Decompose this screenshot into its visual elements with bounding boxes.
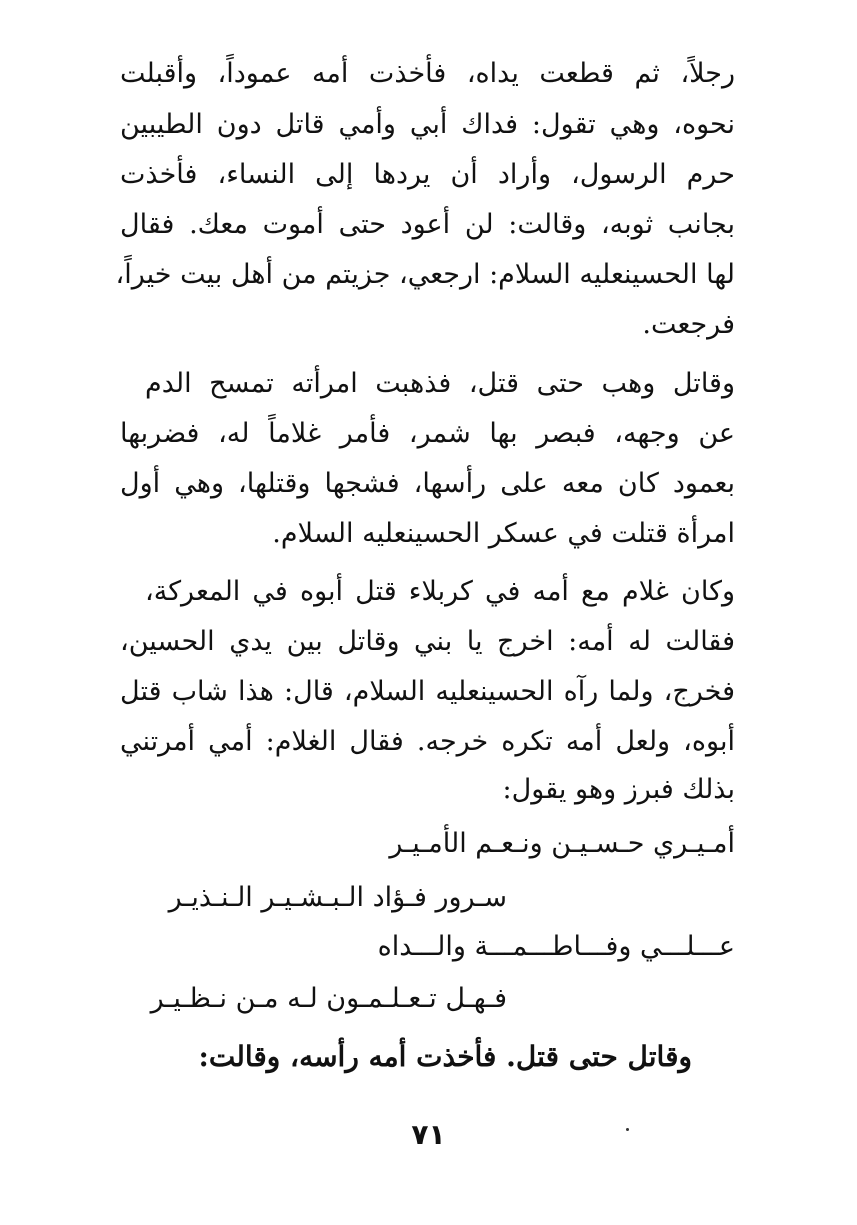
poem-verse-2: سـرور فـؤاد الـبـشـيـر الـنـذيـر xyxy=(168,882,507,913)
paragraph-3-line-2: فقالت له أمه: اخرج يا بني وقاتل بين يدي الحسين، xyxy=(120,626,735,657)
paragraph-2-line-1: وقاتل وهب حتى قتل، فذهبت امرأته تمسح الدم xyxy=(145,368,735,399)
page-number: ٧١ xyxy=(411,1118,446,1151)
paragraph-2-line-2: عن وجهه، فبصر بها شمر، فأمر غلاماً له، فضربها xyxy=(120,418,735,449)
speck-mark xyxy=(626,1128,629,1131)
paragraph-1-line-3: حرم الرسول، وأراد أن يردها إلى النساء، فأخذت xyxy=(120,159,735,190)
closing-line: وقاتل حتى قتل. فأخذت أمه رأسه، وقالت: xyxy=(198,1040,692,1073)
paragraph-1-line-4: بجانب ثوبه، وقالت: لن أعود حتى أموت معك. فقال xyxy=(120,209,735,240)
paragraph-3-line-5: بذلك فبرز وهو يقول: xyxy=(502,774,735,805)
poem-verse-1: أمـيـري حـسـيـن ونـعـم الأمـيـر xyxy=(389,828,735,859)
paragraph-1-line-1: رجلاً، ثم قطعت يداه، فأخذت أمه عموداً، وأقبلت xyxy=(120,58,735,89)
paragraph-3-line-4: أبوه، ولعل أمه تكره خرجه. فقال الغلام: أمي أمرتني xyxy=(120,726,735,757)
poem-verse-3: عـــلـــي وفـــاطـــمـــة والـــداه xyxy=(377,931,735,962)
paragraph-2-line-4: امرأة قتلت في عسكر الحسينعليه السلام. xyxy=(272,518,735,549)
paragraph-1-line-2: نحوه، وهي تقول: فداك أبي وأمي قاتل دون الطيبين xyxy=(120,109,735,140)
paragraph-3-line-1: وكان غلام مع أمه في كربلاء قتل أبوه في المعركة، xyxy=(145,576,735,607)
paragraph-3-line-3: فخرج، ولما رآه الحسينعليه السلام، قال: هذا شاب قتل xyxy=(120,676,735,707)
paragraph-1-line-5: لها الحسينعليه السلام: ارجعي، جزيتم من أهل بيت خيراً، xyxy=(115,259,735,290)
paragraph-1-line-6: فرجعت. xyxy=(642,309,735,340)
paragraph-2-line-3: بعمود كان معه على رأسها، فشجها وقتلها، وهي أول xyxy=(120,468,735,499)
poem-verse-4: فـهـل تـعـلـمـون لـه مـن نـظـيـر xyxy=(150,983,507,1014)
